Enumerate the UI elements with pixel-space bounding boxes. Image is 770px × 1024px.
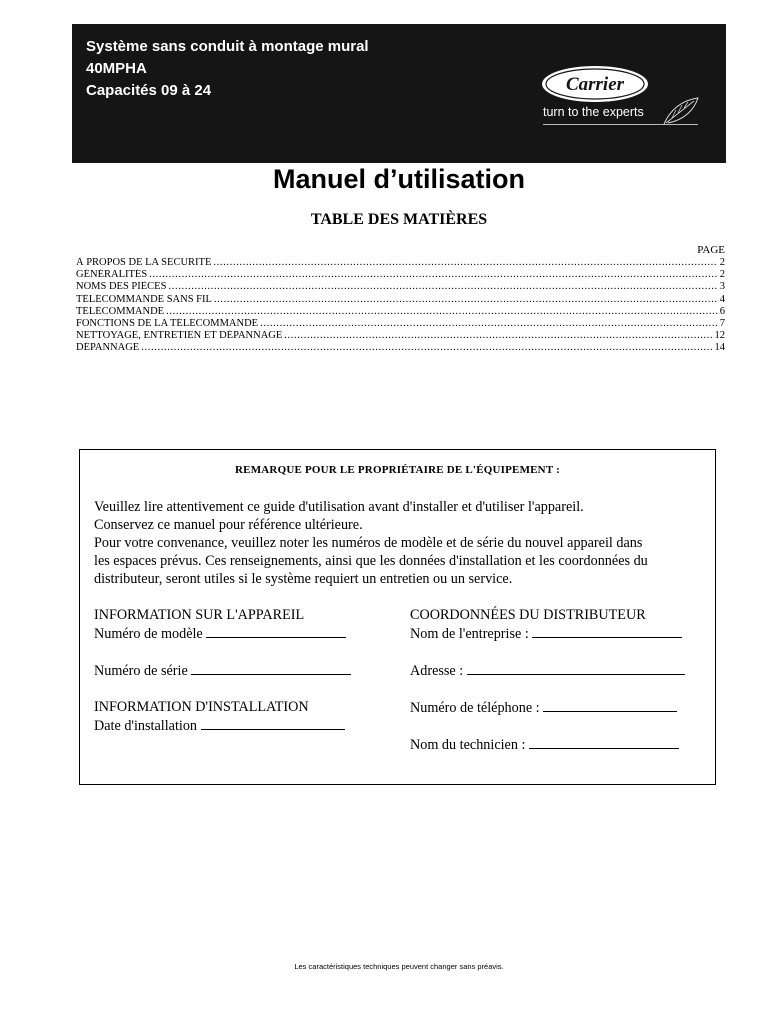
carrier-logo [540,64,650,104]
address-blank[interactable] [467,661,685,675]
install-date-blank[interactable] [201,716,345,730]
install-date-label: Date d'installation [94,718,198,734]
toc-leader [149,269,718,281]
toc-leader [166,306,718,318]
serial-number-label: Numéro de série [94,663,188,679]
address-label: Adresse : [410,663,464,679]
address-field[interactable] [410,661,685,680]
technician-blank[interactable] [529,735,679,749]
toc-heading: TABLE DES MATIÈRES [310,211,488,228]
technician-field[interactable] [410,735,685,754]
toc-entry-label: DÉPANNAGE [76,342,140,354]
product-line-3: Capacités 09 à 24 [86,82,212,99]
toc-entry[interactable] [76,330,725,342]
serial-number-field[interactable] [94,661,351,680]
toc-entry-page: 7 [719,317,725,329]
tagline: turn to the experts [543,105,644,119]
toc-entry-label: NOMS DES PIÈCES [76,281,167,293]
toc-entry[interactable] [76,306,725,318]
toc-entry-label: GÉNÉRALITÉS [76,269,148,281]
leaf-icon [662,96,700,126]
notice-line: les espaces prévus. Ces renseignements, ainsi que les données d'installation et les coordonnées du [94,553,648,569]
logo-text: Carrier [565,74,625,95]
toc-leader [284,330,712,342]
toc-entry[interactable] [76,342,725,354]
page-title: Manuel d’utilisation [272,164,525,194]
toc-entry[interactable] [76,318,725,330]
toc-entry[interactable] [76,294,725,306]
phone-label: Numéro de téléphone : [410,700,540,716]
product-line-1: Système sans conduit à montage mural [86,38,369,55]
notice-line: Conservez ce manuel pour référence ultérieure. [94,517,363,533]
dealer-info-heading: COORDONNÉES DU DISTRIBUTEUR [410,607,646,623]
model-number-field[interactable] [94,624,351,643]
notice-line: Veuillez lire attentivement ce guide d'utilisation avant d'installer et d'utiliser l'appareil. [94,499,584,515]
device-info-heading: INFORMATION SUR L'APPAREIL [94,607,305,623]
device-info-column [94,606,351,735]
toc-entry[interactable] [76,281,725,293]
product-line-2: 40MPHA [86,60,147,77]
notice-line: distributeur, seront utiles si le système requiert un entretien ou un service. [94,571,513,587]
notice-body [94,498,704,588]
phone-field[interactable] [410,698,685,717]
owner-notice-box [79,449,716,785]
toc-entry-page: 12 [714,330,725,342]
phone-blank[interactable] [543,698,677,712]
footer-note: Les caractéristiques techniques peuvent changer sans préavis. [294,962,504,971]
toc-entry-page: 3 [719,281,725,293]
toc-entry-page: 2 [719,257,725,268]
toc-entry-page: 14 [714,342,725,354]
install-info-heading: INFORMATION D'INSTALLATION [94,699,309,715]
model-number-blank[interactable] [206,624,346,638]
toc-list [76,257,725,355]
toc-leader [141,342,712,354]
install-date-field[interactable] [94,716,351,735]
toc-leader [260,318,718,330]
company-name-blank[interactable] [532,624,682,638]
dealer-info-column [410,606,685,754]
toc-entry-page: 6 [719,305,725,317]
model-number-label: Numéro de modèle [94,626,203,642]
company-name-field[interactable] [410,624,685,643]
company-name-label: Nom de l'entreprise : [410,626,529,642]
serial-number-blank[interactable] [191,661,351,675]
tagline-rule [543,124,698,125]
toc-entry-label: À PROPOS DE LA SÉCURITÉ [76,257,212,268]
notice-heading: REMARQUE POUR LE PROPRIÉTAIRE DE L'ÉQUIPEMENT : [235,464,560,476]
toc-entry-page: 2 [719,269,725,281]
toc-leader [168,281,717,293]
toc-entry-page: 4 [719,293,725,305]
technician-label: Nom du technicien : [410,737,526,753]
notice-line: Pour votre convenance, veuillez noter les numéros de modèle et de série du nouvel appareil dans [94,535,643,551]
toc-entry-label: NETTOYAGE, ENTRETIEN ET DÉPANNAGE [76,330,283,342]
toc-entry-label: TÉLÉCOMMANDE [76,305,165,317]
toc-entry-label: TÉLÉCOMMANDE SANS FIL [76,293,212,305]
product-info [86,36,369,102]
header-banner [72,24,726,163]
toc-page-label: PAGE [697,244,725,256]
toc-entry[interactable] [76,269,725,281]
toc-entry[interactable] [76,257,725,269]
toc-leader [213,257,717,269]
toc-entry-label: FONCTIONS DE LA TÉLÉCOMMANDE [76,317,259,329]
toc-leader [214,294,718,306]
